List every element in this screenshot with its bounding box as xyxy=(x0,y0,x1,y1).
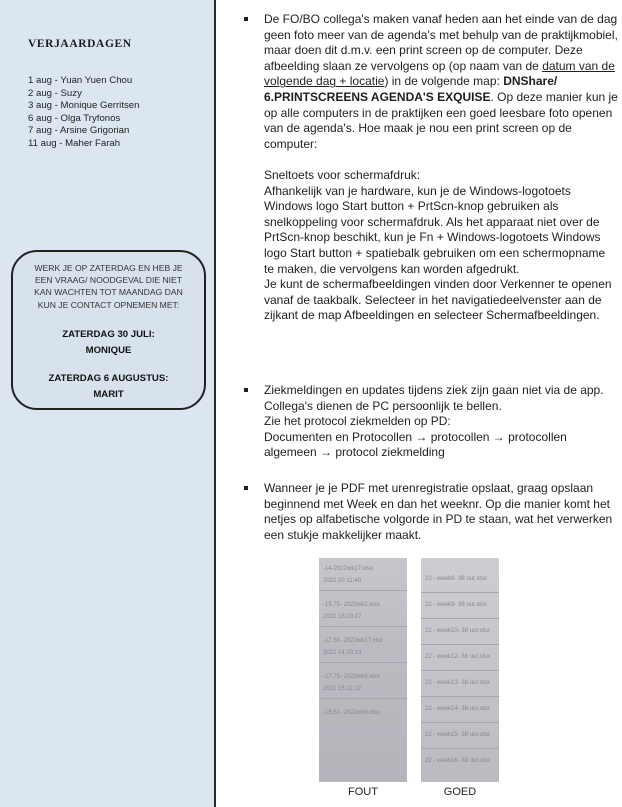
birthday-item: 3 aug - Monique Gerritsen xyxy=(28,100,140,112)
shift-contact: MONIQUE xyxy=(85,344,132,356)
weekend-contact-box xyxy=(11,250,206,410)
file-row: -14-2022wk17.xlsx xyxy=(323,566,374,572)
example-photo-wrong xyxy=(319,558,407,782)
file-row: 22 - week13- 38 uur.xlsx xyxy=(425,680,491,686)
file-row: 2022 15:11:12 xyxy=(323,686,361,692)
pdf-naming-text: Wanneer je je PDF met urenregistratie opslaat, graag opslaan beginnend met Week en dan het weeknr. Op die manier komt het netjes op alfabetische volgorde in PD te staan, wat het verwerken een stukje makkelijker maakt. xyxy=(264,481,613,542)
file-row: 22 - week14- 38 uur.xlsx xyxy=(425,706,491,712)
text-run: . Op deze manier kun je op alle computers in de praktijken een goed leesbare foto openen van de agenda's. Hoe maak je nou een print screen op de computer: xyxy=(264,89,618,151)
printscreen-paragraph xyxy=(264,12,618,152)
file-row: 2022 20:11:40 xyxy=(323,578,361,584)
birthday-item: 7 aug - Arsine Grigorian xyxy=(28,125,130,137)
sick-leave-protocol-ref: Zie het protocol ziekmelden op PD: xyxy=(264,414,451,429)
file-row: -15.75- 2022wk2.xlsx xyxy=(323,602,380,608)
file-row: 22 - week9- 38 uur.xlsx xyxy=(425,602,487,608)
bullet-marker xyxy=(244,17,248,21)
file-row: -17.75- 2022wk3.xlsx xyxy=(323,674,380,680)
birthdays-heading: VERJAARDAGEN xyxy=(28,38,132,50)
screenshot-location-paragraph: Je kunt de schermafbeeldingen vinden door Verkenner te openen vanaf de taakbalk. Selecteer in het navigatiedeelvenster aan de zijkant de map Afbeeldingen en selecteer Schermafbeeldingen. xyxy=(264,277,612,323)
caption-wrong: FOUT xyxy=(348,786,378,798)
file-row: -17.50- 2022wk17.xlsx xyxy=(323,638,384,644)
file-row: 22 - week9- 38 uur.xlsx xyxy=(425,576,487,582)
underlined-text: datum van de volgende dag + locatie xyxy=(264,58,615,89)
shift-date: ZATERDAG 6 AUGUSTUS: xyxy=(48,372,169,384)
example-photo-right xyxy=(421,558,499,782)
sick-leave-protocol-path: Documenten en Protocollen → protocollen → protocollen algemeen → protocol ziekmelding xyxy=(264,429,567,460)
birthday-item: 2 aug - Suzy xyxy=(28,87,82,99)
birthday-item: 6 aug - Olga Tryfonos xyxy=(28,112,121,124)
file-row: 22 - week10- 38 uur.xlsx xyxy=(425,628,491,634)
birthday-list xyxy=(28,75,139,151)
caption-right: GOED xyxy=(443,786,477,798)
shortcut-heading: Sneltoets voor schermafdruk: xyxy=(264,167,421,182)
birthday-item: 1 aug - Yuan Yuen Chou xyxy=(28,75,133,86)
text-run: ) in de volgende map: xyxy=(384,74,504,89)
file-row: -18.52- 2022wk9.xlsx xyxy=(323,710,380,716)
text-run: De FO/BO collega's maken vanaf heden aan het einde van de dag geen foto meer van de agenda's met behulp van de praktijkmobiel, maar doen dit d.m.v. een print screen op de computer. Deze afbeelding slaan ze vervolgens op (op naam van de xyxy=(264,12,618,73)
shift-contact: MARIT xyxy=(93,388,124,400)
file-row: 22 - week15- 38 uur.xlsx xyxy=(425,732,491,738)
bullet-sick-leave xyxy=(244,383,618,461)
shortcut-paragraph: Afhankelijk van je hardware, kun je de Windows-logotoets Windows logo Start button + PrtScn-knop gebruiken als snelkoppeling voor schermafdruk. Als het apparaat niet over de PrtScn-knop beschikt, kun je Fn + Windows-logotoets Windows logo Start button + spatiebalk gebruiken om een schermopname te maken, die vervolgens kan worden afgedrukt. xyxy=(264,183,606,276)
folder-path: DNShare/ 6.PRINTSCREENS AGENDA'S EXQUISE xyxy=(264,74,558,104)
file-row: 2022 16:20:17 xyxy=(323,614,362,620)
bullet-marker xyxy=(244,388,248,392)
file-row: 2022 14:20:13 xyxy=(323,650,362,656)
birthday-item: 11 aug - Maher Farah xyxy=(28,137,121,149)
bullet-pdf-naming xyxy=(244,481,618,543)
file-row: 22 - week16- 38 uur.xlsx xyxy=(425,758,491,764)
bullet-printscreen xyxy=(244,12,618,324)
sick-leave-text: Ziekmeldingen en updates tijdens ziek zijn gaan niet via de app. Collega's dienen de PC persoonlijk te bellen. xyxy=(264,383,604,413)
bullet-marker xyxy=(244,486,248,490)
sidebar xyxy=(0,0,216,807)
weekend-contact-intro: WERK JE OP ZATERDAG EN HEB JE EEN VRAAG/ NOODGEVAL DIE NIET KAN WACHTEN TOT MAANDAG DAN KUN JE CONTACT OPNEMEN MET: xyxy=(34,263,183,310)
file-row: 22 - week12- 38 uur.xlsx xyxy=(425,654,491,660)
shift-date: ZATERDAG 30 JULI: xyxy=(62,328,155,340)
